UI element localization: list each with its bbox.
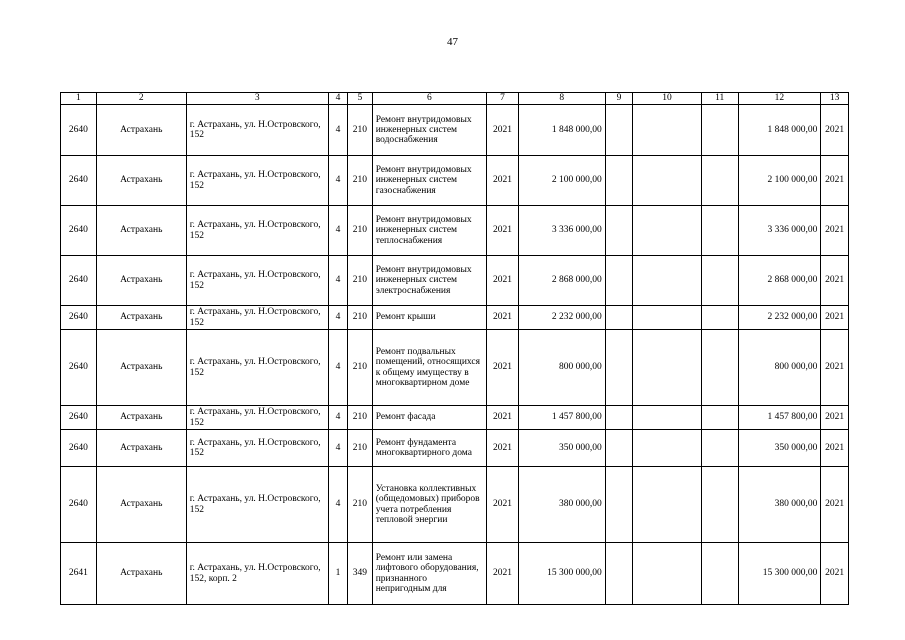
year-cell: 2021 bbox=[487, 543, 519, 605]
col-header: 11 bbox=[701, 93, 738, 105]
address-cell: г. Астрахань, ул. Н.Островского, 152 bbox=[186, 467, 328, 543]
completion-year-cell: 2021 bbox=[821, 206, 849, 256]
cost-cell-9 bbox=[605, 543, 633, 605]
row-number: 2640 bbox=[61, 306, 97, 330]
cost-cell-11 bbox=[701, 256, 738, 306]
total-cost-cell: 800 000,00 bbox=[518, 330, 605, 406]
completion-year-cell: 2021 bbox=[821, 105, 849, 156]
floors-cell: 4 bbox=[328, 467, 347, 543]
code-cell: 210 bbox=[348, 306, 373, 330]
row-number: 2640 bbox=[61, 467, 97, 543]
work-type-cell: Ремонт или замена лифтового оборудования, признанного непригодным для bbox=[372, 543, 486, 605]
cost-cell-11 bbox=[701, 467, 738, 543]
total-cost-cell: 350 000,00 bbox=[518, 430, 605, 467]
col-header: 4 bbox=[328, 93, 347, 105]
total-cost-cell: 15 300 000,00 bbox=[518, 543, 605, 605]
row-number: 2640 bbox=[61, 406, 97, 430]
cost-cell-10 bbox=[633, 306, 701, 330]
completion-year-cell: 2021 bbox=[821, 430, 849, 467]
floors-cell: 1 bbox=[328, 543, 347, 605]
floors-cell: 4 bbox=[328, 105, 347, 156]
address-cell: г. Астрахань, ул. Н.Островского, 152 bbox=[186, 156, 328, 206]
city-cell: Астрахань bbox=[96, 256, 186, 306]
cost-cell-12: 3 336 000,00 bbox=[738, 206, 821, 256]
city-cell: Астрахань bbox=[96, 543, 186, 605]
row-number: 2640 bbox=[61, 430, 97, 467]
code-cell: 210 bbox=[348, 330, 373, 406]
total-cost-cell: 2 232 000,00 bbox=[518, 306, 605, 330]
page-number: 47 bbox=[447, 36, 458, 48]
floors-cell: 4 bbox=[328, 406, 347, 430]
cost-cell-11 bbox=[701, 543, 738, 605]
cost-cell-11 bbox=[701, 430, 738, 467]
cost-cell-12: 800 000,00 bbox=[738, 330, 821, 406]
work-type-cell: Ремонт внутридомовых инженерных систем водоснабжения bbox=[372, 105, 486, 156]
total-cost-cell: 1 457 800,00 bbox=[518, 406, 605, 430]
work-type-cell: Ремонт крыши bbox=[372, 306, 486, 330]
code-cell: 210 bbox=[348, 156, 373, 206]
work-type-cell: Ремонт фасада bbox=[372, 406, 486, 430]
total-cost-cell: 2 868 000,00 bbox=[518, 256, 605, 306]
row-number: 2640 bbox=[61, 156, 97, 206]
address-cell: г. Астрахань, ул. Н.Островского, 152 bbox=[186, 105, 328, 156]
year-cell: 2021 bbox=[487, 105, 519, 156]
col-header: 10 bbox=[633, 93, 701, 105]
row-number: 2640 bbox=[61, 105, 97, 156]
cost-cell-9 bbox=[605, 330, 633, 406]
work-type-cell: Ремонт внутридомовых инженерных систем электроснабжения bbox=[372, 256, 486, 306]
cost-cell-11 bbox=[701, 105, 738, 156]
city-cell: Астрахань bbox=[96, 206, 186, 256]
col-header: 2 bbox=[96, 93, 186, 105]
cost-cell-11 bbox=[701, 206, 738, 256]
cost-cell-12: 380 000,00 bbox=[738, 467, 821, 543]
table-row bbox=[61, 105, 849, 156]
work-type-cell: Ремонт внутридомовых инженерных систем теплоснабжения bbox=[372, 206, 486, 256]
cost-cell-12: 2 232 000,00 bbox=[738, 306, 821, 330]
address-cell: г. Астрахань, ул. Н.Островского, 152 bbox=[186, 306, 328, 330]
code-cell: 210 bbox=[348, 467, 373, 543]
row-number: 2641 bbox=[61, 543, 97, 605]
completion-year-cell: 2021 bbox=[821, 543, 849, 605]
cost-cell-11 bbox=[701, 330, 738, 406]
table-row bbox=[61, 430, 849, 467]
table-row bbox=[61, 543, 849, 605]
city-cell: Астрахань bbox=[96, 430, 186, 467]
cost-cell-11 bbox=[701, 406, 738, 430]
table-row bbox=[61, 467, 849, 543]
cost-cell-10 bbox=[633, 406, 701, 430]
code-cell: 210 bbox=[348, 406, 373, 430]
code-cell: 349 bbox=[348, 543, 373, 605]
cost-cell-12: 1 457 800,00 bbox=[738, 406, 821, 430]
total-cost-cell: 3 336 000,00 bbox=[518, 206, 605, 256]
col-header: 9 bbox=[605, 93, 633, 105]
table-row bbox=[61, 306, 849, 330]
code-cell: 210 bbox=[348, 256, 373, 306]
cost-cell-12: 1 848 000,00 bbox=[738, 105, 821, 156]
year-cell: 2021 bbox=[487, 256, 519, 306]
completion-year-cell: 2021 bbox=[821, 330, 849, 406]
cost-cell-9 bbox=[605, 105, 633, 156]
cost-cell-9 bbox=[605, 156, 633, 206]
city-cell: Астрахань bbox=[96, 156, 186, 206]
row-number: 2640 bbox=[61, 206, 97, 256]
completion-year-cell: 2021 bbox=[821, 467, 849, 543]
city-cell: Астрахань bbox=[96, 406, 186, 430]
cost-cell-9 bbox=[605, 467, 633, 543]
table-row bbox=[61, 406, 849, 430]
col-header: 1 bbox=[61, 93, 97, 105]
col-header: 8 bbox=[518, 93, 605, 105]
cost-cell-9 bbox=[605, 430, 633, 467]
floors-cell: 4 bbox=[328, 256, 347, 306]
table-row bbox=[61, 330, 849, 406]
table-row bbox=[61, 156, 849, 206]
completion-year-cell: 2021 bbox=[821, 156, 849, 206]
cost-cell-10 bbox=[633, 543, 701, 605]
total-cost-cell: 1 848 000,00 bbox=[518, 105, 605, 156]
work-type-cell: Установка коллективных (общедомовых) приборов учета потребления тепловой энергии bbox=[372, 467, 486, 543]
total-cost-cell: 380 000,00 bbox=[518, 467, 605, 543]
address-cell: г. Астрахань, ул. Н.Островского, 152 bbox=[186, 206, 328, 256]
city-cell: Астрахань bbox=[96, 330, 186, 406]
work-type-cell: Ремонт подвальных помещений, относящихся к общему имуществу в многоквартирном доме bbox=[372, 330, 486, 406]
floors-cell: 4 bbox=[328, 306, 347, 330]
cost-cell-12: 2 868 000,00 bbox=[738, 256, 821, 306]
cost-cell-9 bbox=[605, 256, 633, 306]
code-cell: 210 bbox=[348, 430, 373, 467]
col-header: 3 bbox=[186, 93, 328, 105]
floors-cell: 4 bbox=[328, 330, 347, 406]
work-type-cell: Ремонт фундамента многоквартирного дома bbox=[372, 430, 486, 467]
cost-cell-10 bbox=[633, 430, 701, 467]
cost-cell-9 bbox=[605, 206, 633, 256]
cost-cell-10 bbox=[633, 256, 701, 306]
col-header: 7 bbox=[487, 93, 519, 105]
cost-cell-10 bbox=[633, 206, 701, 256]
cost-cell-12: 2 100 000,00 bbox=[738, 156, 821, 206]
row-number: 2640 bbox=[61, 256, 97, 306]
cost-cell-11 bbox=[701, 156, 738, 206]
total-cost-cell: 2 100 000,00 bbox=[518, 156, 605, 206]
cost-cell-9 bbox=[605, 406, 633, 430]
address-cell: г. Астрахань, ул. Н.Островского, 152 bbox=[186, 330, 328, 406]
col-header: 13 bbox=[821, 93, 849, 105]
code-cell: 210 bbox=[348, 105, 373, 156]
address-cell: г. Астрахань, ул. Н.Островского, 152, корп. 2 bbox=[186, 543, 328, 605]
col-header: 5 bbox=[348, 93, 373, 105]
work-type-cell: Ремонт внутридомовых инженерных систем газоснабжения bbox=[372, 156, 486, 206]
year-cell: 2021 bbox=[487, 306, 519, 330]
year-cell: 2021 bbox=[487, 467, 519, 543]
cost-cell-10 bbox=[633, 330, 701, 406]
address-cell: г. Астрахань, ул. Н.Островского, 152 bbox=[186, 406, 328, 430]
cost-cell-12: 15 300 000,00 bbox=[738, 543, 821, 605]
cost-cell-10 bbox=[633, 467, 701, 543]
table-row bbox=[61, 206, 849, 256]
year-cell: 2021 bbox=[487, 330, 519, 406]
col-header: 6 bbox=[372, 93, 486, 105]
completion-year-cell: 2021 bbox=[821, 256, 849, 306]
city-cell: Астрахань bbox=[96, 467, 186, 543]
address-cell: г. Астрахань, ул. Н.Островского, 152 bbox=[186, 256, 328, 306]
header-row bbox=[61, 93, 849, 105]
address-cell: г. Астрахань, ул. Н.Островского, 152 bbox=[186, 430, 328, 467]
cost-cell-11 bbox=[701, 306, 738, 330]
cost-cell-10 bbox=[633, 156, 701, 206]
year-cell: 2021 bbox=[487, 406, 519, 430]
col-header: 12 bbox=[738, 93, 821, 105]
completion-year-cell: 2021 bbox=[821, 406, 849, 430]
year-cell: 2021 bbox=[487, 206, 519, 256]
table-row bbox=[61, 256, 849, 306]
floors-cell: 4 bbox=[328, 156, 347, 206]
city-cell: Астрахань bbox=[96, 306, 186, 330]
cost-cell-9 bbox=[605, 306, 633, 330]
year-cell: 2021 bbox=[487, 430, 519, 467]
cost-cell-12: 350 000,00 bbox=[738, 430, 821, 467]
cost-cell-10 bbox=[633, 105, 701, 156]
works-table bbox=[60, 92, 849, 605]
floors-cell: 4 bbox=[328, 430, 347, 467]
code-cell: 210 bbox=[348, 206, 373, 256]
year-cell: 2021 bbox=[487, 156, 519, 206]
floors-cell: 4 bbox=[328, 206, 347, 256]
row-number: 2640 bbox=[61, 330, 97, 406]
city-cell: Астрахань bbox=[96, 105, 186, 156]
completion-year-cell: 2021 bbox=[821, 306, 849, 330]
